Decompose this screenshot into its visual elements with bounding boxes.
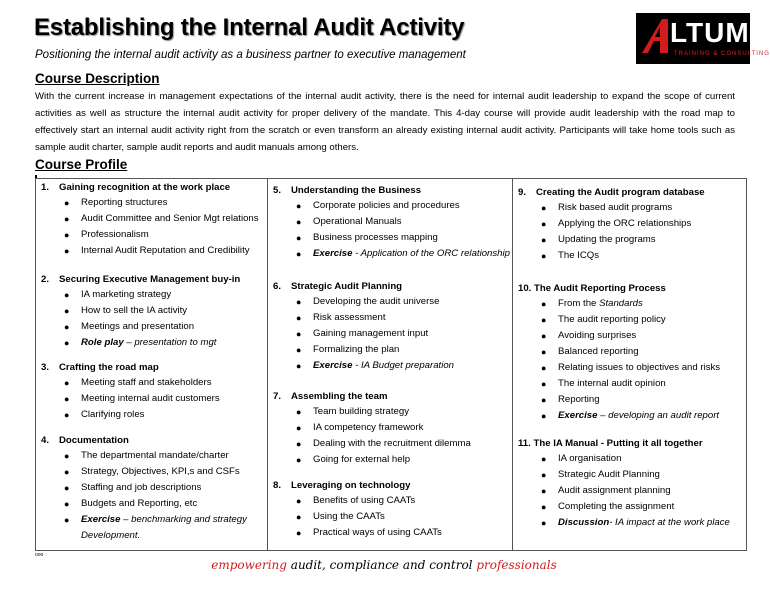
- list-item: ● Exercise – developing an audit report: [541, 410, 720, 421]
- list-item: ● The departmental mandate/charter: [64, 450, 229, 461]
- list-item: ● Audit Committee and Senior Mgt relations: [64, 213, 259, 224]
- list-item: ● Using the CAATs: [296, 511, 385, 522]
- list-item: ● Staffing and job descriptions: [64, 482, 202, 493]
- footer-mark: ooo: [35, 552, 44, 558]
- list-item: ● Updating the programs: [541, 234, 656, 245]
- list-item: ● Exercise - IA Budget preparation: [296, 360, 454, 371]
- section-heading: 3. Crafting the road map: [41, 362, 159, 373]
- section-heading: 1. Gaining recognition at the work place: [41, 182, 231, 193]
- list-item: ● Strategic Audit Planning: [541, 469, 660, 480]
- list-item: ● Avoiding surprises: [541, 330, 637, 341]
- list-item: ● How to sell the IA activity: [64, 305, 188, 316]
- list-item: ● Professionalism: [64, 229, 149, 240]
- list-item: ● Risk assessment: [296, 312, 386, 323]
- section-heading: 4. Documentation: [41, 435, 129, 446]
- course-description-text: With the current increase in management expectations of the internal audit activity, there is the need for internal audit leadership to expand the scope of current activities as well as structure the internal audit activity for proper delivery of the mandate. This 4-day course will provide audit leadership with the road map to effectively start an internal audit activity right from the scratch or even transform an already existing internal audit activity. Participants will take home tools such as sample audit charter, sample audit reports and audit manuals among others.: [35, 91, 735, 153]
- company-logo: [636, 13, 770, 64]
- list-item: ● Developing the audit universe: [296, 296, 440, 307]
- section-heading: 5. Understanding the Business: [273, 185, 422, 196]
- list-item: ● IA marketing strategy: [64, 289, 172, 300]
- section-heading: 9. Creating the Audit program database: [518, 187, 705, 198]
- profile-column-3: [513, 179, 746, 550]
- list-item: ● Gaining management input: [296, 328, 429, 339]
- section-heading: 11. The IA Manual - Putting it all together: [518, 438, 703, 449]
- page-subtitle: Positioning the internal audit activity as a business partner to executive management: [35, 49, 466, 61]
- list-item: ● Reporting: [541, 394, 600, 405]
- list-item: ● Relating issues to objectives and risks: [541, 362, 721, 373]
- list-item: ● Strategy, Objectives, KPI,s and CSFs: [64, 466, 240, 477]
- list-item: ● From the Standards: [541, 298, 643, 309]
- section-heading: 10. The Audit Reporting Process: [518, 283, 666, 294]
- list-item: ● The internal audit opinion: [541, 378, 666, 389]
- page-title: Establishing the Internal Audit Activity: [34, 14, 465, 41]
- list-item: ● Meeting staff and stakeholders: [64, 377, 212, 388]
- list-item: ● Role play – presentation to mgt: [64, 337, 217, 348]
- list-item: ● Meetings and presentation: [64, 321, 195, 332]
- section-heading: 2. Securing Executive Management buy-in: [41, 274, 241, 285]
- section-heading: 6. Strategic Audit Planning: [273, 281, 403, 292]
- list-item: ● Applying the ORC relationships: [541, 218, 692, 229]
- list-item: ● Formalizing the plan: [296, 344, 400, 355]
- list-item: ● Exercise – benchmarking and strategy: [64, 514, 247, 525]
- course-profile-heading: Course Profile: [35, 157, 128, 172]
- list-item: ● Discussion- IA impact at the work place: [541, 517, 730, 528]
- logo-word: LTUM: [670, 17, 750, 48]
- list-item: ● Audit assignment planning: [541, 485, 671, 496]
- list-item: ● Exercise - Application of the ORC relationship: [296, 248, 510, 259]
- course-profile-table: [35, 178, 747, 551]
- list-item: ● Practical ways of using CAATs: [296, 527, 442, 538]
- list-item: ● Risk based audit programs: [541, 202, 673, 213]
- list-item: ● Meeting internal audit customers: [64, 393, 220, 404]
- list-item: ● IA organisation: [541, 453, 622, 464]
- list-item: ● Clarifying roles: [64, 409, 145, 420]
- list-item: ● Going for external help: [296, 454, 411, 465]
- list-item: ● Team building strategy: [296, 406, 409, 417]
- list-item: ● Internal Audit Reputation and Credibility: [64, 245, 250, 256]
- section-heading: 8. Leveraging on technology: [273, 480, 411, 491]
- list-item: ● Corporate policies and procedures: [296, 200, 460, 211]
- list-item: ● The audit reporting policy: [541, 314, 666, 325]
- course-description-heading: Course Description: [35, 71, 160, 86]
- profile-column-2: [268, 179, 513, 550]
- list-item: ● Operational Manuals: [296, 216, 402, 227]
- list-item: ● Dealing with the recruitment dilemma: [296, 438, 471, 449]
- list-item: ● IA competency framework: [296, 422, 424, 433]
- list-item-continuation: Development.: [81, 530, 141, 541]
- list-item: ● Budgets and Reporting, etc: [64, 498, 198, 509]
- logo-tagline: TRAINING & CONSULTING: [674, 51, 770, 57]
- footer-tagline: empowering audit, compliance and control professionals: [211, 558, 557, 572]
- list-item: ● Balanced reporting: [541, 346, 639, 357]
- profile-column-1: [36, 179, 268, 550]
- list-item: ● Business processes mapping: [296, 232, 438, 243]
- list-item: ● Completing the assignment: [541, 501, 675, 512]
- list-item: ● The ICQs: [541, 250, 600, 261]
- section-heading: 7. Assembling the team: [273, 391, 388, 402]
- list-item: ● Benefits of using CAATs: [296, 495, 416, 506]
- list-item: ● Reporting structures: [64, 197, 168, 208]
